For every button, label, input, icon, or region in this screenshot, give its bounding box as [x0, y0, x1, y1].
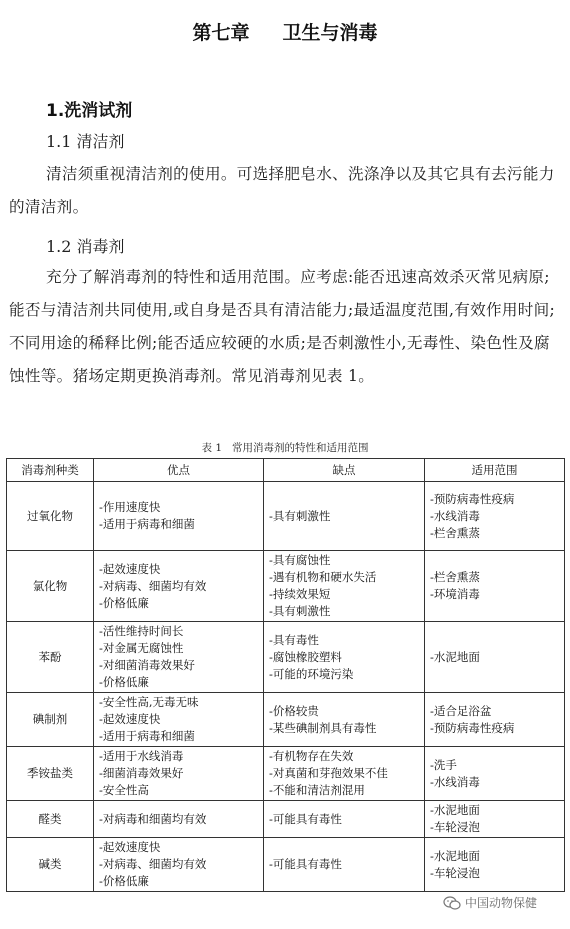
cell-uses	[425, 801, 565, 838]
pros-item: -起效速度快	[99, 712, 161, 726]
cons-item: -价格较贵	[269, 703, 319, 718]
pros-item: -适用于水线消毒	[99, 749, 184, 763]
uses-item: -栏舍熏蒸	[430, 570, 480, 584]
cell-pros	[94, 801, 264, 838]
cell-pros	[94, 622, 264, 693]
pros-item: -安全性高,无毒无味	[99, 695, 199, 709]
cell-cons	[264, 747, 425, 801]
pros-item: -活性维持时间长	[99, 624, 184, 638]
table-header-row	[7, 459, 565, 482]
cell-cons	[264, 693, 425, 747]
table-row	[7, 838, 565, 892]
cell-uses	[425, 482, 565, 551]
header-cons: 缺点	[264, 459, 425, 482]
pros-item: -作用速度快	[99, 500, 161, 514]
pros-item: -起效速度快	[99, 840, 161, 854]
pros-item: -价格低廉	[99, 675, 149, 689]
cell-pros	[94, 838, 264, 892]
uses-item: -环境消毒	[430, 587, 480, 601]
pros-item: -对金属无腐蚀性	[99, 641, 184, 655]
cell-uses	[425, 747, 565, 801]
uses-item: -车轮浸泡	[430, 820, 480, 834]
disinfectant-table	[6, 458, 565, 892]
cell-uses	[425, 693, 565, 747]
cell-pros	[94, 693, 264, 747]
cell-uses	[425, 551, 565, 622]
cell-pros	[94, 482, 264, 551]
table-row	[7, 622, 565, 693]
pros-item: -对病毒和细菌均有效	[99, 811, 207, 826]
pros-item: -安全性高	[99, 783, 149, 797]
cons-item: -某些碘制剂具有毒性	[269, 720, 377, 735]
cons-item: -具有毒性	[269, 632, 319, 647]
cell-type: 季铵盐类	[7, 747, 94, 801]
pros-item: -起效速度快	[99, 561, 161, 576]
uses-item: -水泥地面	[430, 848, 480, 863]
uses-item: -洗手	[430, 757, 457, 772]
watermark	[443, 894, 537, 911]
cell-cons	[264, 838, 425, 892]
cell-type: 氯化物	[7, 551, 94, 622]
pros-item: -对病毒、细菌均有效	[99, 578, 207, 593]
subsection-heading-disinfectant: 1.2 消毒剂	[46, 237, 125, 256]
cons-item: -有机物存在失效	[269, 749, 354, 763]
cons-item: -具有腐蚀性	[269, 553, 331, 567]
table-row	[7, 693, 565, 747]
cons-item: -具有刺激性	[269, 508, 331, 523]
cell-type: 过氧化物	[7, 482, 94, 551]
cell-cons	[264, 622, 425, 693]
cell-type: 碘制剂	[7, 693, 94, 747]
cell-uses	[425, 838, 565, 892]
cell-cons	[264, 482, 425, 551]
cell-pros	[94, 551, 264, 622]
header-type: 消毒剂种类	[7, 459, 94, 482]
pros-item: -价格低廉	[99, 874, 149, 888]
uses-item: -水线消毒	[430, 508, 480, 523]
cons-item: -可能具有毒性	[269, 811, 342, 826]
uses-item: -预防病毒性疫病	[430, 720, 515, 735]
pros-item: -细菌消毒效果好	[99, 766, 184, 780]
cons-item: -持续效果短	[269, 587, 331, 601]
header-uses: 适用范围	[425, 459, 565, 482]
cell-cons	[264, 801, 425, 838]
cons-item: -不能和清洁剂混用	[269, 783, 365, 797]
cell-uses	[425, 622, 565, 693]
cons-item: -遇有机物和硬水失活	[269, 570, 377, 584]
uses-item: -水线消毒	[430, 774, 480, 789]
wechat-icon	[443, 896, 461, 910]
pros-item: -对病毒、细菌均有效	[99, 857, 207, 871]
paragraph-disinfectant-text: 充分了解消毒剂的特性和适用范围。应考虑:能否迅速高效杀灭常见病原;能否与清洁剂共同使用,或自身是否具有清洁能力;最适温度范围,有效作用时间;不同用途的稀释比例;能否适应较硬的水质;是否刺激性小,无毒性、染色性及腐蚀性等。猪场定期更换消毒剂。常见消毒剂见表 1。	[9, 268, 556, 385]
subsection-heading-cleaner: 1.1 清洁剂	[46, 132, 125, 151]
section-heading: 1.洗消试剂	[46, 101, 133, 121]
table-row	[7, 482, 565, 551]
uses-item: -水泥地面	[430, 649, 480, 664]
uses-item: -车轮浸泡	[430, 865, 480, 880]
uses-item: -栏舍熏蒸	[430, 525, 480, 540]
cons-item: -具有刺激性	[269, 604, 331, 618]
paragraph-cleaner	[9, 158, 564, 224]
cons-item: -可能的环境污染	[269, 666, 354, 681]
pros-item: -适用于病毒和细菌	[99, 517, 195, 531]
paragraph-disinfectant	[9, 261, 564, 393]
cell-type: 醛类	[7, 801, 94, 838]
header-pros: 优点	[94, 459, 264, 482]
paragraph-cleaner-text: 清洁须重视清洁剂的使用。可选择肥皂水、洗涤净以及其它具有去污能力的清洁剂。	[9, 165, 555, 216]
cell-cons	[264, 551, 425, 622]
table-row	[7, 551, 565, 622]
cons-item: -对真菌和芽孢效果不佳	[269, 766, 388, 780]
watermark-text: 中国动物保健	[465, 896, 538, 910]
pros-item: -对细菌消毒效果好	[99, 658, 195, 672]
pros-item: -价格低廉	[99, 595, 149, 610]
cell-pros	[94, 747, 264, 801]
table-row	[7, 801, 565, 838]
cons-item: -可能具有毒性	[269, 857, 342, 871]
cons-item: -腐蚀橡胶塑料	[269, 649, 342, 664]
uses-item: -适合足浴盆	[430, 703, 492, 718]
table-caption: 表 1 常用消毒剂的特性和适用范围	[201, 442, 369, 454]
uses-item: -预防病毒性疫病	[430, 491, 515, 506]
table-row	[7, 747, 565, 801]
chapter-title: 第七章 卫生与消毒	[192, 22, 378, 44]
cell-type: 苯酚	[7, 622, 94, 693]
uses-item: -水泥地面	[430, 803, 480, 817]
cell-type: 碱类	[7, 838, 94, 892]
pros-item: -适用于病毒和细菌	[99, 729, 195, 743]
